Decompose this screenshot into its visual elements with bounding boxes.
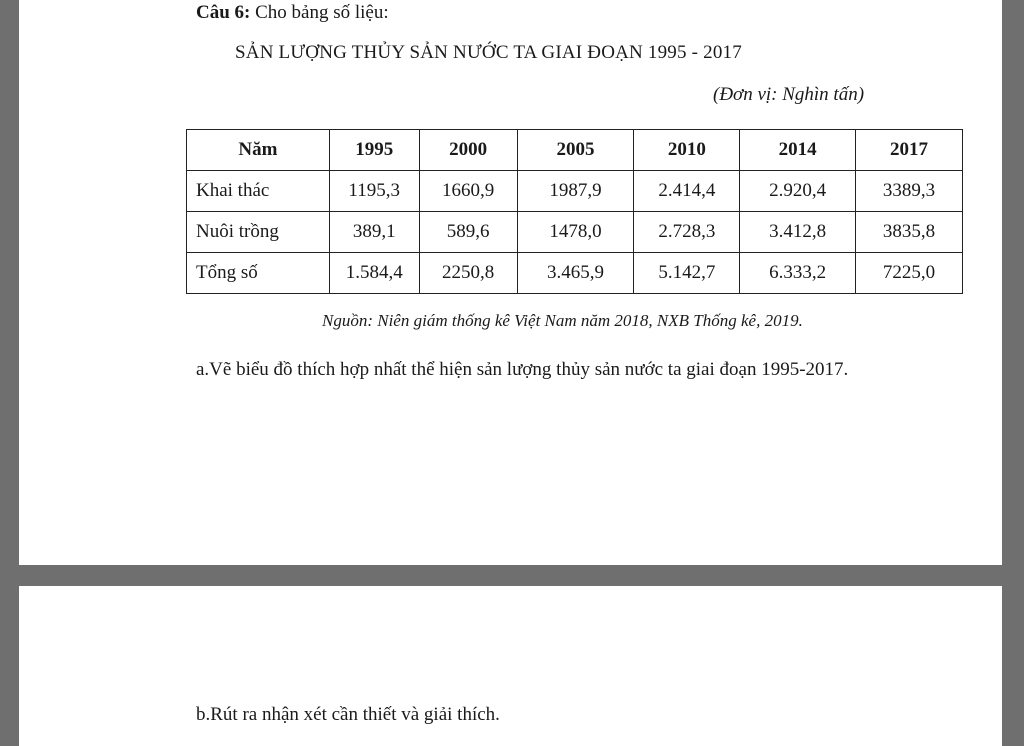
document-page-1 bbox=[19, 0, 1002, 565]
row-label: Tổng số bbox=[187, 253, 330, 294]
table-cell: 2.920,4 bbox=[740, 171, 856, 212]
document-page-2 bbox=[19, 586, 1002, 746]
table-cell: 6.333,2 bbox=[740, 253, 856, 294]
table-cell: 3835,8 bbox=[856, 212, 963, 253]
header-year: 1995 bbox=[329, 130, 419, 171]
header-year: 2017 bbox=[856, 130, 963, 171]
table-title: SẢN LƯỢNG THỦY SẢN NƯỚC TA GIAI ĐOẠN 1995 - 2017 bbox=[235, 42, 742, 63]
table-cell: 3.465,9 bbox=[517, 253, 634, 294]
table-cell: 2.728,3 bbox=[634, 212, 740, 253]
table-cell: 1987,9 bbox=[517, 171, 634, 212]
unit-note: (Đơn vị: Nghìn tấn) bbox=[713, 84, 865, 105]
table-cell: 389,1 bbox=[329, 212, 419, 253]
task-a: a.Vẽ biểu đồ thích hợp nhất thể hiện sản lượng thủy sản nước ta giai đoạn 1995-2017. bbox=[196, 359, 849, 380]
table-cell: 7225,0 bbox=[856, 253, 963, 294]
table-cell: 2.414,4 bbox=[634, 171, 740, 212]
table-row bbox=[187, 253, 963, 294]
question-number: Câu 6: bbox=[196, 2, 251, 23]
table-cell: 1195,3 bbox=[329, 171, 419, 212]
row-label: Khai thác bbox=[187, 171, 330, 212]
task-b: b.Rút ra nhận xét cần thiết và giải thích. bbox=[196, 704, 500, 725]
table-row bbox=[187, 171, 963, 212]
table-cell: 5.142,7 bbox=[634, 253, 740, 294]
table-cell: 3.412,8 bbox=[740, 212, 856, 253]
table-cell: 1660,9 bbox=[419, 171, 517, 212]
table-cell: 3389,3 bbox=[856, 171, 963, 212]
table-row bbox=[187, 212, 963, 253]
table-cell: 2250,8 bbox=[419, 253, 517, 294]
question-intro: Cho bảng số liệu: bbox=[255, 2, 389, 23]
table-cell: 589,6 bbox=[419, 212, 517, 253]
header-year: 2010 bbox=[634, 130, 740, 171]
header-year-label: Năm bbox=[187, 130, 330, 171]
fishery-output-table bbox=[186, 129, 963, 294]
header-year: 2005 bbox=[517, 130, 634, 171]
header-year: 2014 bbox=[740, 130, 856, 171]
header-year: 2000 bbox=[419, 130, 517, 171]
row-label: Nuôi trồng bbox=[187, 212, 330, 253]
table-header-row bbox=[187, 130, 963, 171]
table-cell: 1478,0 bbox=[517, 212, 634, 253]
question-heading bbox=[196, 2, 389, 24]
source-note: Nguồn: Niên giám thống kê Việt Nam năm 2018, NXB Thống kê, 2019. bbox=[322, 311, 803, 330]
table-cell: 1.584,4 bbox=[329, 253, 419, 294]
